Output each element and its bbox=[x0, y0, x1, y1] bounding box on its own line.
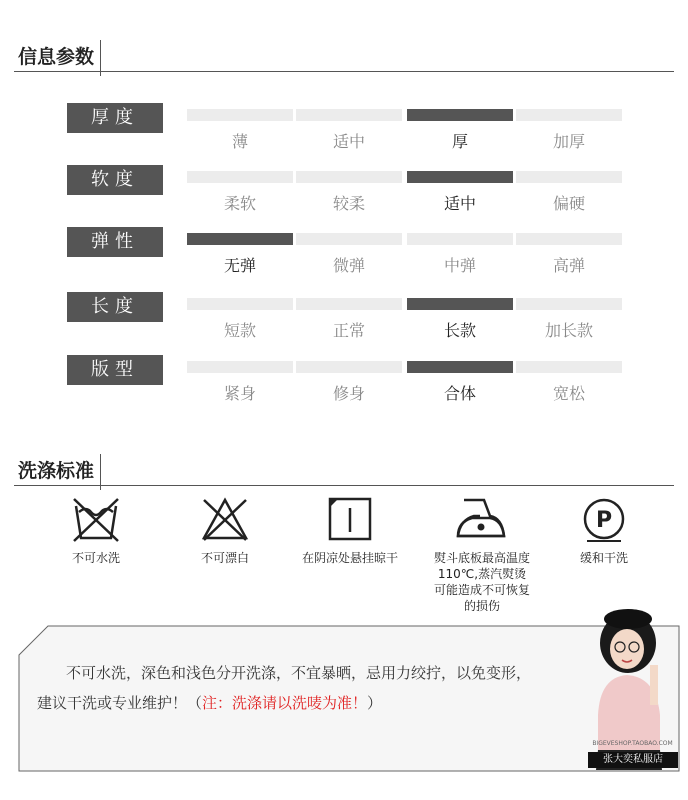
svg-text:P: P bbox=[595, 508, 613, 533]
param-option bbox=[187, 361, 293, 404]
param-row bbox=[67, 165, 627, 217]
care-text: 不可漂白 bbox=[200, 551, 249, 565]
care-item-dry-clean bbox=[544, 496, 664, 566]
care-note-line: 不可水洗，深色和浅色分开洗涤，不宜暴晒，忌用力绞拧，以免变形， bbox=[66, 664, 532, 682]
no-bleach-icon bbox=[200, 496, 250, 542]
param-option-label: 紧身 bbox=[223, 384, 256, 403]
care-text: 熨斗底板最高温度110℃,蒸汽熨烫可能造成不可恢复的损伤 bbox=[433, 551, 530, 613]
param-option bbox=[407, 109, 513, 152]
param-option-label: 修身 bbox=[332, 384, 365, 403]
param-option-bar bbox=[407, 233, 513, 245]
param-option bbox=[407, 361, 513, 404]
param-option-bar-selected bbox=[187, 233, 293, 245]
param-option-bar bbox=[296, 233, 402, 245]
param-option-label: 厚 bbox=[451, 132, 468, 151]
param-option bbox=[407, 233, 513, 276]
param-option-bar-selected bbox=[407, 298, 513, 310]
section-divider bbox=[14, 71, 674, 72]
param-option-label: 适中 bbox=[443, 194, 476, 213]
param-option-bar bbox=[187, 109, 293, 121]
iron-icon bbox=[454, 496, 510, 542]
care-item-no-bleach bbox=[165, 496, 285, 566]
param-option-bar-selected bbox=[407, 109, 513, 121]
care-note-text: 建议干洗或专业维护！（ bbox=[37, 694, 203, 712]
store-name: 张大奕私服店 bbox=[588, 752, 678, 768]
param-option-label: 长款 bbox=[443, 321, 476, 340]
param-option bbox=[296, 361, 402, 404]
param-option-bar bbox=[516, 109, 622, 121]
care-item-iron bbox=[422, 496, 542, 614]
param-row bbox=[67, 103, 627, 155]
section-title-care: 洗涤标准 bbox=[14, 454, 101, 490]
param-option bbox=[296, 298, 402, 341]
care-note-line bbox=[37, 692, 382, 713]
param-option bbox=[516, 298, 622, 341]
param-option-label: 微弹 bbox=[332, 256, 365, 275]
param-option bbox=[187, 298, 293, 341]
section-divider bbox=[14, 485, 674, 486]
param-option bbox=[516, 109, 622, 152]
care-text: 缓和干洗 bbox=[579, 551, 628, 565]
param-label: 版型 bbox=[67, 355, 163, 385]
param-option-bar bbox=[296, 298, 402, 310]
param-option-label: 正常 bbox=[332, 321, 365, 340]
dry-clean-icon bbox=[579, 496, 629, 542]
param-option-label: 无弹 bbox=[223, 256, 256, 275]
param-option-label: 加长款 bbox=[544, 321, 593, 340]
no-wash-icon bbox=[71, 496, 121, 542]
param-option bbox=[187, 109, 293, 152]
care-text: 在阴凉处悬挂晾干 bbox=[301, 551, 398, 565]
param-option-label: 柔软 bbox=[223, 194, 256, 213]
param-option-bar bbox=[187, 298, 293, 310]
param-option-bar bbox=[516, 361, 622, 373]
param-option bbox=[407, 298, 513, 341]
param-option bbox=[516, 233, 622, 276]
param-option-bar bbox=[296, 361, 402, 373]
section-title-params: 信息参数 bbox=[14, 40, 101, 76]
param-option bbox=[407, 171, 513, 214]
care-note-warning: 注：洗涤请以洗唛为准！ bbox=[202, 694, 368, 712]
param-option bbox=[296, 109, 402, 152]
param-option bbox=[187, 233, 293, 276]
care-item-line-dry bbox=[290, 496, 410, 566]
param-option-label: 薄 bbox=[231, 132, 248, 151]
care-text: 不可水洗 bbox=[71, 551, 120, 565]
param-row bbox=[67, 292, 627, 344]
param-option-label: 高弹 bbox=[552, 256, 585, 275]
param-label: 厚度 bbox=[67, 103, 163, 133]
param-option bbox=[296, 171, 402, 214]
param-option-label: 加厚 bbox=[552, 132, 585, 151]
param-option-bar bbox=[187, 361, 293, 373]
store-url: BIGEVESHOP.TAOBAO.COM bbox=[592, 740, 673, 747]
param-label: 弹性 bbox=[67, 227, 163, 257]
param-option-label: 中弹 bbox=[443, 256, 476, 275]
param-option-bar bbox=[187, 171, 293, 183]
param-label: 长度 bbox=[67, 292, 163, 322]
param-option-bar bbox=[516, 171, 622, 183]
line-dry-shade-icon bbox=[325, 496, 375, 542]
param-option-bar bbox=[516, 233, 622, 245]
param-option-bar-selected bbox=[407, 361, 513, 373]
param-option-label: 宽松 bbox=[552, 384, 585, 403]
care-item-no-wash bbox=[36, 496, 156, 566]
param-option-label: 短款 bbox=[223, 321, 256, 340]
param-label: 软度 bbox=[67, 165, 163, 195]
param-option-bar bbox=[296, 171, 402, 183]
param-option-bar bbox=[296, 109, 402, 121]
param-option bbox=[516, 171, 622, 214]
param-option-bar-selected bbox=[407, 171, 513, 183]
param-option bbox=[296, 233, 402, 276]
param-row bbox=[67, 227, 627, 279]
care-note-text: ） bbox=[367, 694, 383, 712]
param-option-label: 适中 bbox=[332, 132, 365, 151]
param-option-label: 偏硬 bbox=[552, 194, 585, 213]
param-row bbox=[67, 355, 627, 407]
param-option-label: 合体 bbox=[443, 384, 476, 403]
param-option-bar bbox=[516, 298, 622, 310]
param-option bbox=[516, 361, 622, 404]
param-option bbox=[187, 171, 293, 214]
param-option-label: 较柔 bbox=[332, 194, 365, 213]
